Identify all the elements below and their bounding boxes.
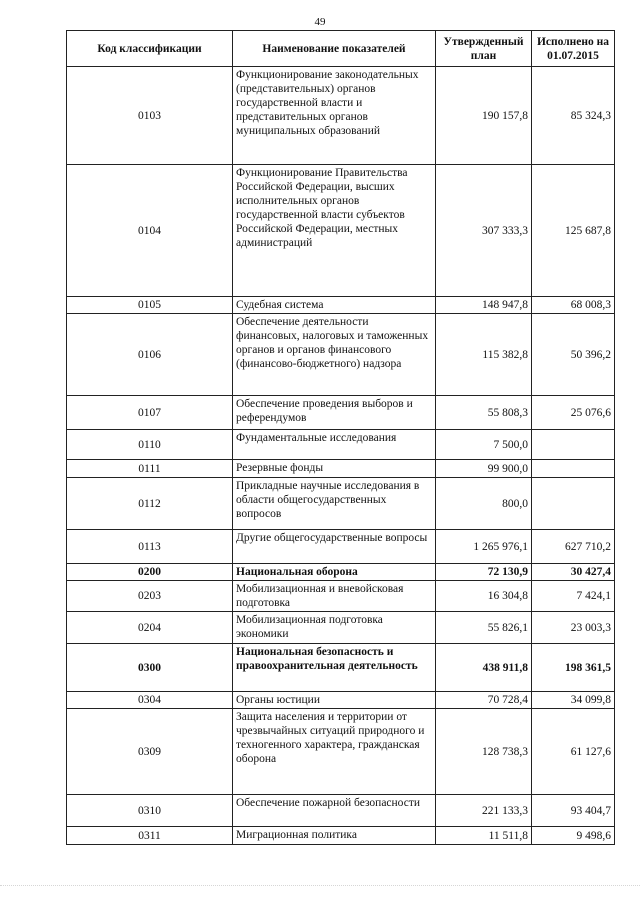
row-plan: 1 265 976,1 [436,530,532,564]
row-exec: 198 361,5 [532,644,615,692]
row-exec [532,460,615,478]
row-code: 0309 [67,709,233,795]
table-row [67,564,615,581]
row-code: 0111 [67,460,233,478]
scan-artifact [0,885,640,892]
row-plan: 128 738,3 [436,709,532,795]
row-code: 0104 [67,165,233,297]
row-code: 0204 [67,612,233,644]
row-code: 0304 [67,692,233,709]
table-row [67,478,615,530]
table-row [67,67,615,165]
header-row [67,31,615,67]
row-code: 0112 [67,478,233,530]
table-row [67,709,615,795]
row-exec: 627 710,2 [532,530,615,564]
row-exec: 50 396,2 [532,314,615,396]
table-row [67,297,615,314]
header-exec: Исполнено на 01.07.2015 [532,31,615,67]
row-plan: 307 333,3 [436,165,532,297]
header-code: Код классификации [67,31,233,67]
row-plan: 70 728,4 [436,692,532,709]
row-exec: 25 076,6 [532,396,615,430]
row-exec: 68 008,3 [532,297,615,314]
row-name: Мобилизационная подготовка экономики [233,612,436,644]
row-exec: 7 424,1 [532,581,615,612]
row-name: Национальная безопасность и правоохранительная деятельность [233,644,436,692]
row-name: Национальная оборона [233,564,436,581]
row-name: Миграционная политика [233,827,436,845]
table-row [67,314,615,396]
row-name: Функционирование законодательных (представительных) органов государственной власти и представительных органов муниципальных образований [233,67,436,165]
row-name: Обеспечение деятельности финансовых, налоговых и таможенных органов и органов финансового (финансово-бюджетного) надзора [233,314,436,396]
row-plan: 800,0 [436,478,532,530]
row-code: 0105 [67,297,233,314]
row-exec: 34 099,8 [532,692,615,709]
table-row [67,396,615,430]
row-exec [532,430,615,460]
row-plan: 148 947,8 [436,297,532,314]
row-name: Органы юстиции [233,692,436,709]
row-name: Резервные фонды [233,460,436,478]
row-plan: 7 500,0 [436,430,532,460]
row-code: 0203 [67,581,233,612]
header-plan: Утвержденный план [436,31,532,67]
row-exec: 85 324,3 [532,67,615,165]
budget-table [66,30,615,845]
row-exec: 125 687,8 [532,165,615,297]
table-row [67,692,615,709]
row-code: 0300 [67,644,233,692]
row-code: 0106 [67,314,233,396]
row-plan: 55 808,3 [436,396,532,430]
table-row [67,460,615,478]
row-exec: 23 003,3 [532,612,615,644]
header-name: Наименование показателей [233,31,436,67]
row-name: Судебная система [233,297,436,314]
page-number: 49 [314,16,326,28]
row-name: Функционирование Правительства Российской Федерации, высших исполнительных органов государственной власти субъектов Российской Федерации, местных администраций [233,165,436,297]
row-code: 0200 [67,564,233,581]
row-plan: 16 304,8 [436,581,532,612]
row-code: 0113 [67,530,233,564]
row-name: Прикладные научные исследования в области общегосударственных вопросов [233,478,436,530]
table-row [67,530,615,564]
table-row [67,644,615,692]
table-row [67,827,615,845]
row-code: 0103 [67,67,233,165]
row-name: Другие общегосударственные вопросы [233,530,436,564]
row-code: 0310 [67,795,233,827]
row-exec [532,478,615,530]
row-plan: 115 382,8 [436,314,532,396]
table-row [67,165,615,297]
row-plan: 11 511,8 [436,827,532,845]
row-plan: 72 130,9 [436,564,532,581]
row-exec: 30 427,4 [532,564,615,581]
row-exec: 93 404,7 [532,795,615,827]
row-plan: 55 826,1 [436,612,532,644]
row-code: 0110 [67,430,233,460]
table-row [67,430,615,460]
row-plan: 438 911,8 [436,644,532,692]
row-code: 0311 [67,827,233,845]
row-plan: 221 133,3 [436,795,532,827]
table-row [67,581,615,612]
row-name: Защита населения и территории от чрезвычайных ситуаций природного и техногенного характера, гражданская оборона [233,709,436,795]
table-row [67,795,615,827]
row-name: Мобилизационная и вневойсковая подготовка [233,581,436,612]
row-plan: 99 900,0 [436,460,532,478]
row-exec: 9 498,6 [532,827,615,845]
row-name: Обеспечение проведения выборов и референдумов [233,396,436,430]
row-code: 0107 [67,396,233,430]
row-name: Обеспечение пожарной безопасности [233,795,436,827]
row-exec: 61 127,6 [532,709,615,795]
table-row [67,612,615,644]
row-plan: 190 157,8 [436,67,532,165]
row-name: Фундаментальные исследования [233,430,436,460]
